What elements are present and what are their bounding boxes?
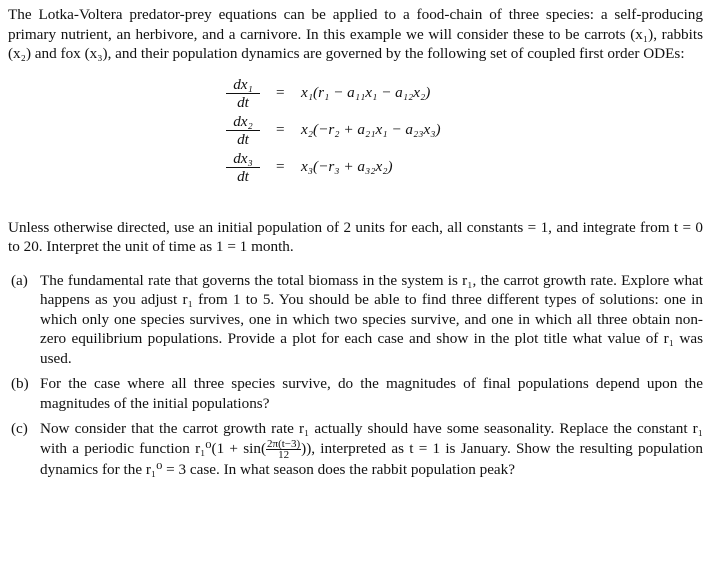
- question-c-text-2: )), interpreted as t = 1 is January. Show the resulting population dynamics for the r₁⁰ = 3 case. In what season does the rabbit population peak?: [40, 439, 703, 478]
- ode-1-equals: =: [276, 83, 285, 101]
- question-a-label: (a): [11, 271, 28, 289]
- ode-2-lhs: [226, 113, 260, 148]
- directions-paragraph: Unless otherwise directed, use an initial population of 2 units for each, all constants = 1, and integrate from t = 0 to 20. Interpret the unit of time as 1 = 1 month.: [8, 218, 703, 255]
- seasonal-fraction: [266, 439, 301, 460]
- ode-3-numerator: dx₃: [226, 150, 260, 168]
- ode-2-denominator: dt: [237, 130, 249, 148]
- question-list: [8, 271, 703, 480]
- question-b-label: (b): [11, 375, 29, 392]
- ode-3-equals: =: [276, 157, 285, 175]
- ode-1-numerator: dx₁: [226, 76, 260, 94]
- ode-1-rhs: x₁(r₁ − a₁₁x₁ − a₁₂x₂): [301, 83, 431, 101]
- ode-1-lhs: [226, 76, 260, 111]
- seasonal-fraction-numerator: 2π(t−3): [267, 437, 301, 450]
- question-a-text: The fundamental rate that governs the total biomass in the system is r₁, the carrot growth rate. Explore what happens as you adjust r₁ from 1 to 5. You should be able to find three different types of solutions: one in which only one species survives, one in which two species survive, and one in which all three obtain non-zero equilibrium populations. Provide a plot for each case and show in the plot title what value of r₁ was used.: [40, 271, 703, 367]
- question-c-text-1: Now consider that the carrot growth rate r₁ actually should have some seasonality. Replace the constant r₁ with a periodic function r₁⁰(1 + sin(: [40, 420, 703, 457]
- ode-3-rhs: x₃(−r₃ + a₃₂x₂): [301, 157, 393, 175]
- question-b-text: For the case where all three species survive, do the magnitudes of final populations depend upon the magnitudes of the initial populations?: [40, 375, 703, 412]
- intro-paragraph: The Lotka-Voltera predator-prey equations can be applied to a food-chain of three species: a self-producing primary nutrient, an herbivore, and a carnivore. In this example we will consider these to be carrots (x₁), rabbits (x₂) and fox (x₃), and their population dynamics are governed by the following set of coupled first order ODEs:: [8, 6, 703, 62]
- ode-2-rhs: x₂(−r₂ + a₂₁x₁ − a₂₃x₃): [301, 120, 441, 138]
- question-c: [8, 419, 703, 479]
- ode-3-lhs: [226, 150, 260, 185]
- question-c-label: (c): [11, 420, 28, 437]
- ode-2-equals: =: [276, 120, 285, 138]
- ode-1-denominator: dt: [237, 93, 249, 111]
- seasonal-fraction-denominator: 12: [278, 448, 290, 461]
- question-a: [8, 271, 703, 369]
- ode-system: [8, 76, 703, 188]
- ode-2-numerator: dx₂: [226, 113, 260, 131]
- ode-3-denominator: dt: [237, 167, 249, 185]
- question-b: [8, 374, 703, 413]
